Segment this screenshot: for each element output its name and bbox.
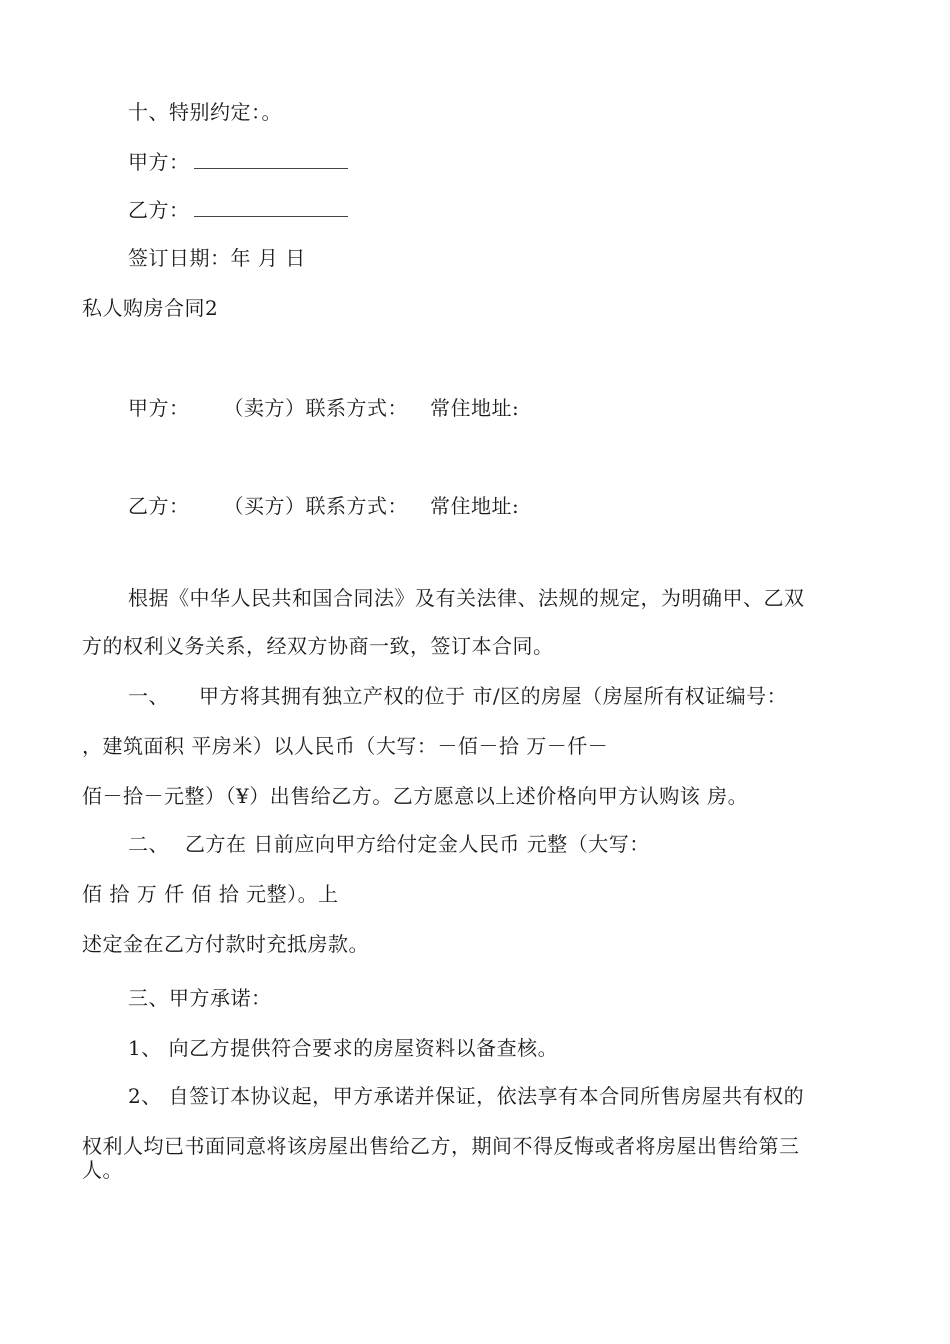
party-b-role: （买方）联系方式：	[223, 494, 408, 518]
party-a-info-line	[128, 396, 519, 420]
clause-3-item-2-line-2: 权利人均已书面同意将该房屋出售给乙方，期间不得反悔或者将房屋出售给第三	[82, 1134, 800, 1158]
special-terms-line: 十、特别约定：。	[128, 100, 282, 124]
preamble-line-2: 方的权利义务关系，经双方协商一致，签订本合同。	[82, 634, 554, 658]
party-a-address: 常住地址:	[430, 396, 520, 420]
clause-2-line-2: 佰 拾 万 仟 佰 拾 元整）。上	[82, 882, 339, 906]
clause-1-text-1: 甲方将其拥有独立产权的位于 市/区的房屋（房屋所有权证编号：	[199, 684, 788, 708]
contract-title: 私人购房合同2	[82, 296, 219, 320]
clause-1-line-3: 佰－拾－元整）（¥）出售给乙方。乙方愿意以上述价格向甲方认购该 房。	[82, 784, 749, 808]
clause-2-number: 二、	[128, 832, 169, 856]
clause-2-line-3: 述定金在乙方付款时充抵房款。	[82, 932, 369, 956]
clause-2-text-1: 乙方在 日前应向甲方给付定金人民币 元整（大写：	[185, 832, 650, 856]
clause-1-number: 一、	[128, 684, 169, 708]
preamble-line-1: 根据《中华人民共和国合同法》及有关法律、法规的规定，为明确甲、乙双	[128, 586, 805, 610]
party-b-signature-line	[128, 198, 348, 222]
clause-1-line-2: ，建筑面积 平房米）以人民币（大写：－佰－拾 万－仟－	[82, 734, 609, 758]
party-a-signature-blank	[194, 152, 348, 169]
party-b-address: 常住地址:	[430, 494, 520, 518]
clause-3-title: 三、甲方承诺：	[128, 986, 272, 1010]
clause-1-line-1	[128, 684, 787, 708]
clause-3-item-2-line-1: 2、 自签订本协议起，甲方承诺并保证，依法享有本合同所售房屋共有权的	[128, 1084, 805, 1108]
party-b-signature-label: 乙方：	[128, 198, 190, 222]
clause-3-item-2-line-3: 人。	[82, 1158, 123, 1182]
party-b-label: 乙方：	[128, 494, 190, 518]
party-a-label: 甲方：	[128, 396, 190, 420]
party-b-info-line	[128, 494, 519, 518]
party-a-signature-line	[128, 150, 348, 174]
clause-2-line-1	[128, 832, 650, 856]
sign-date-line: 签订日期：年 月 日	[128, 246, 306, 270]
party-a-signature-label: 甲方：	[128, 150, 190, 174]
party-a-role: （卖方）联系方式：	[223, 396, 408, 420]
clause-3-item-1: 1、 向乙方提供符合要求的房屋资料以备查核。	[128, 1036, 559, 1060]
party-b-signature-blank	[194, 200, 348, 217]
